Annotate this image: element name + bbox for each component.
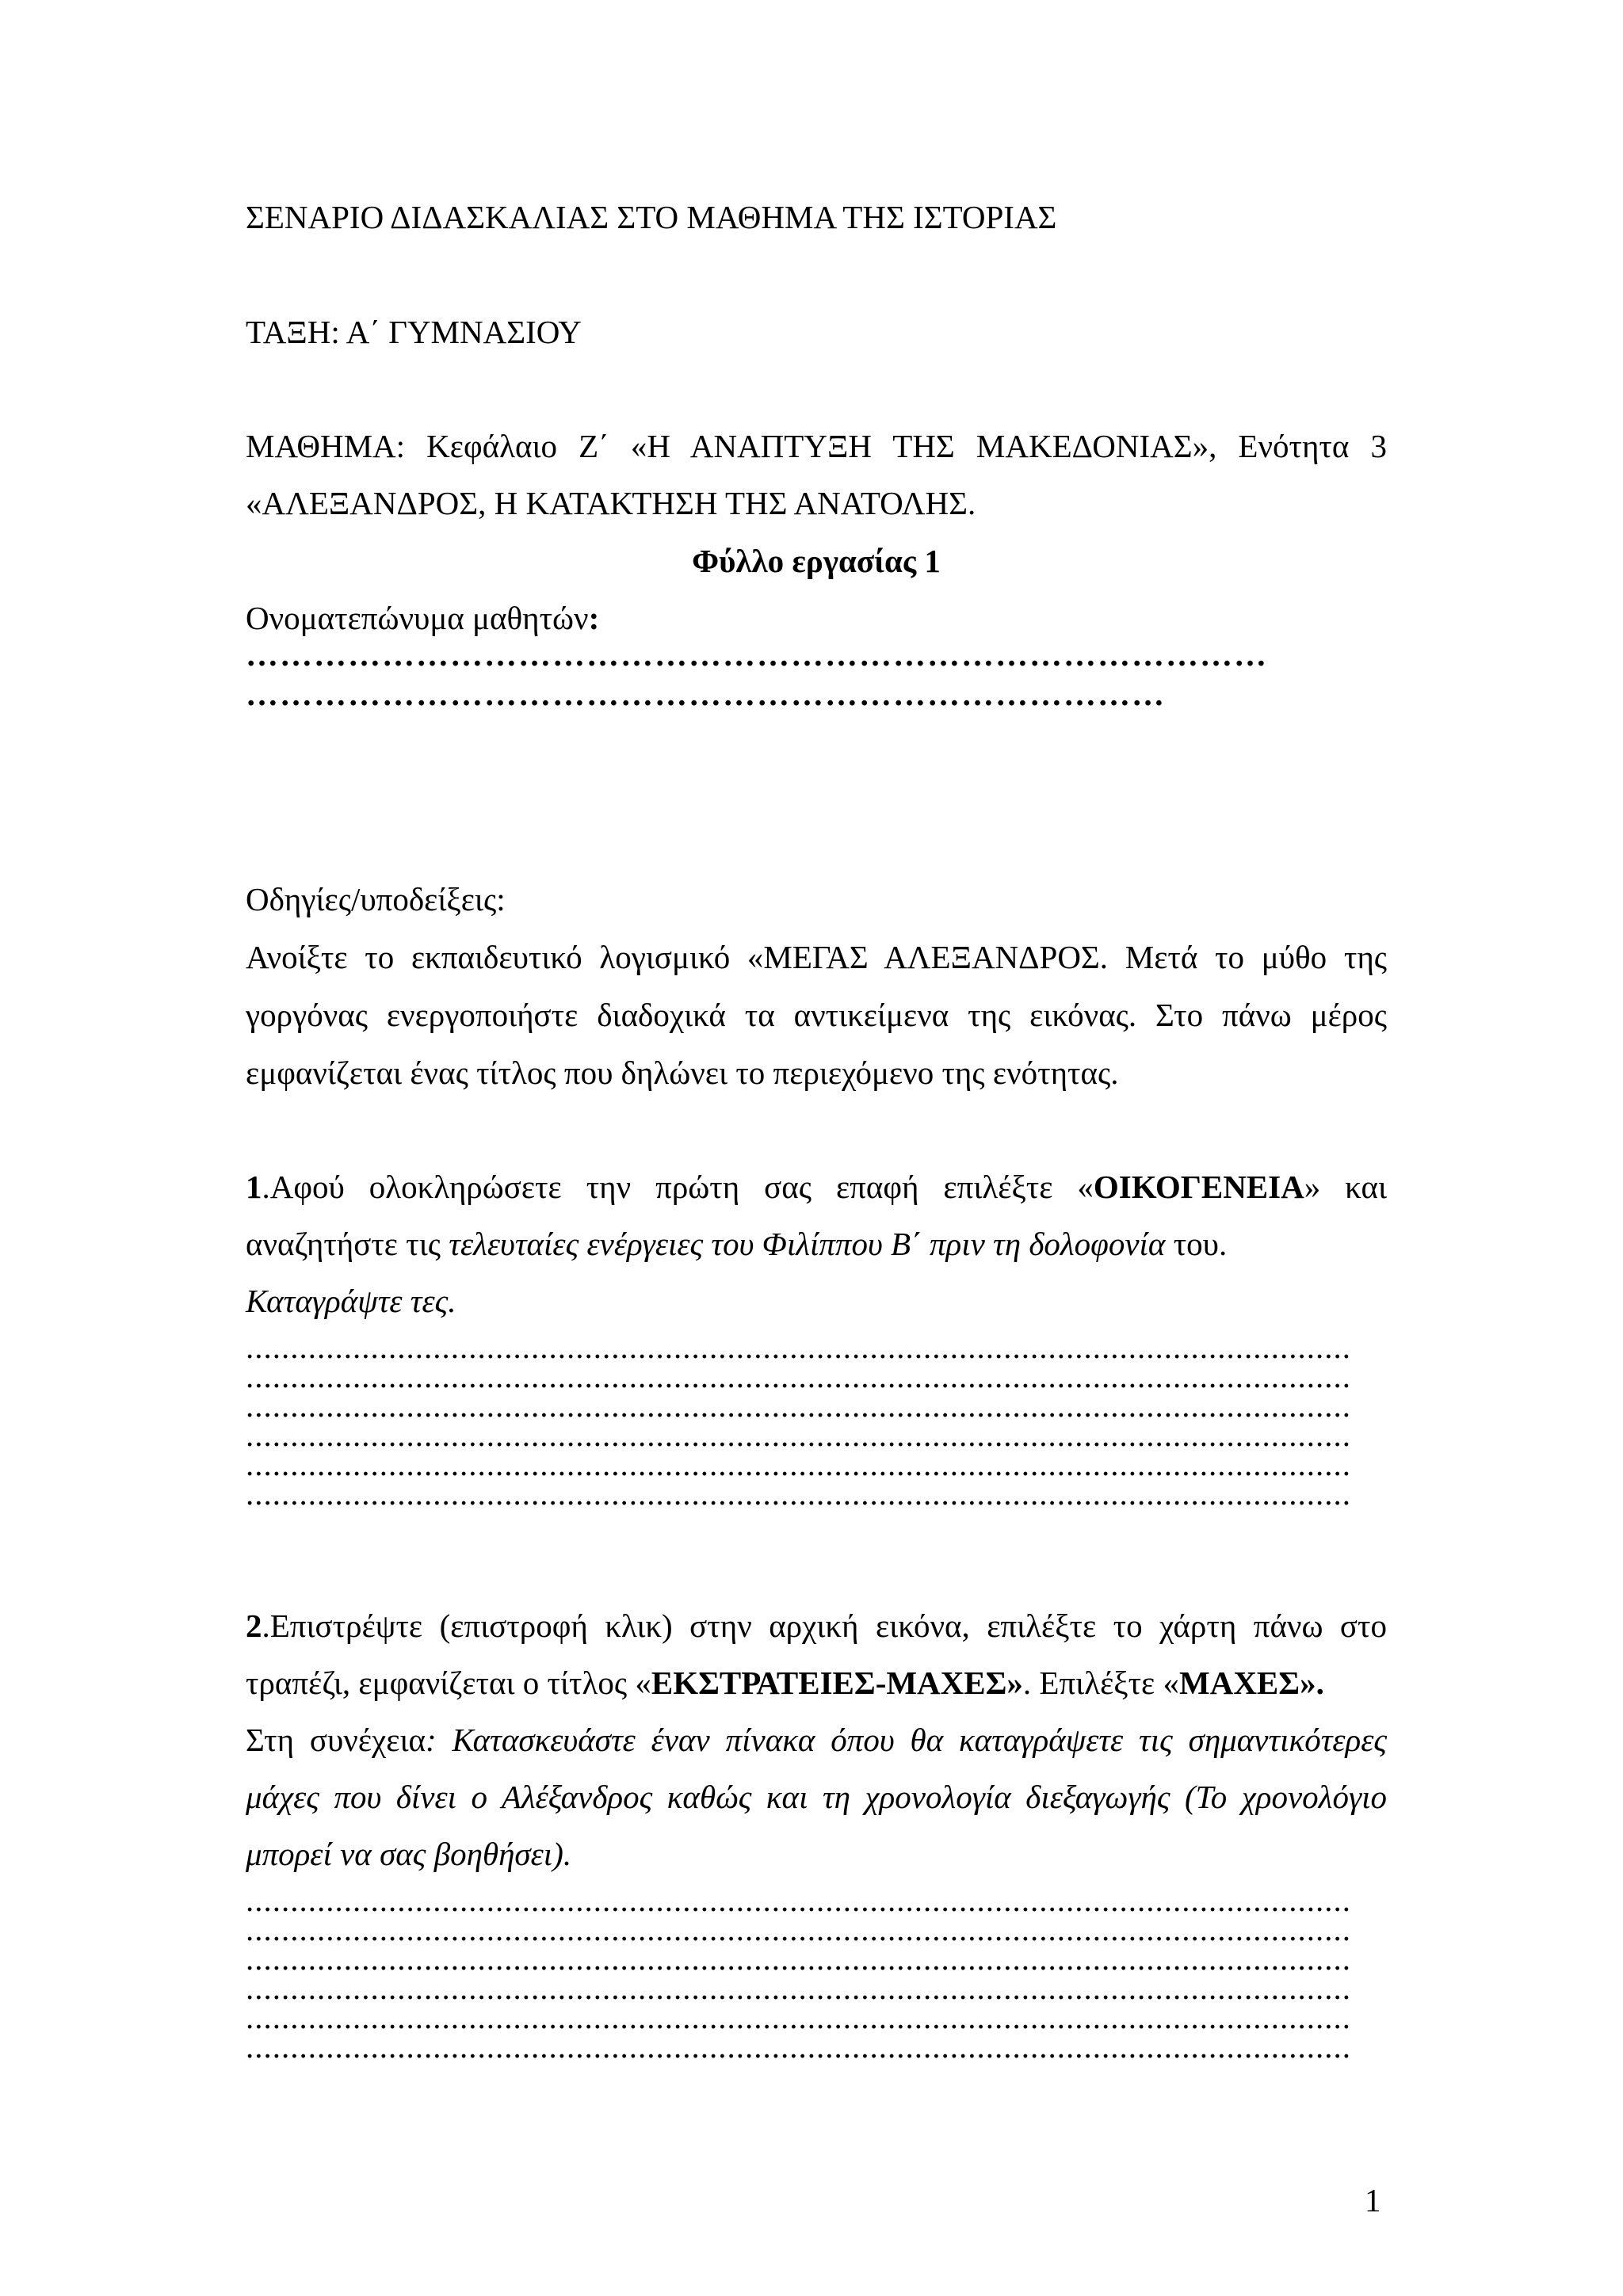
q1-l2-italic: τελευταίες ενέργειες του Φιλίππου Β΄ πριν τη δολοφονία [449, 1226, 1166, 1262]
q1-line-3: Καταγράψτε τες. [246, 1283, 456, 1319]
q1-answer-line-5: ............................................................................................................................ [246, 1448, 1351, 1481]
q1-line-1 [246, 1171, 1387, 1203]
q1-l2-text: αναζητήστε τις [246, 1226, 449, 1262]
q2-line-1 [246, 1610, 1387, 1642]
q1-answer-line-1: ............................................................................................................................ [246, 1331, 1351, 1363]
q2-l1-text: .Επιστρέψτε (επιστροφή κλικ) στην αρχική εικόνα, επιλέξτε το χάρτη πάνω στο [262, 1608, 1387, 1644]
class-line: ΤΑΞΗ: Α΄ ΓΥΜΝΑΣΙΟΥ [246, 314, 582, 350]
instructions-line-1: Ανοίξτε το εκπαιδευτικό λογισμικό «ΜΕΓΑΣ ΑΛΕΞΑΝΔΡΟΣ. Μετά το μύθο της [246, 939, 1387, 975]
q2-answer-line-1: ............................................................................................................................ [246, 1884, 1351, 1917]
q2-number: 2 [246, 1608, 262, 1644]
q2-line-3 [246, 1724, 1387, 1756]
q2-line-2 [246, 1667, 1324, 1699]
q2-l3-text: Στη συνέχεια [246, 1722, 426, 1758]
q2-answer-line-2: ............................................................................................................................ [246, 1913, 1351, 1946]
q2-answer-line-4: ............................................................................................................................ [246, 1972, 1351, 2004]
q1-l1-end: » και [1304, 1169, 1387, 1205]
q1-l2-end: του. [1165, 1226, 1228, 1262]
q2-answer-line-3: ............................................................................................................................ [246, 1943, 1351, 1975]
document-title: ΣΕΝΑΡΙΟ ΔΙΔΑΣΚΑΛΙΑΣ ΣΤΟ ΜΑΘΗΜΑ ΤΗΣ ΙΣΤΟΡΙΑΣ [246, 199, 1057, 235]
q1-answer-line-3: ............................................................................................................................ [246, 1390, 1351, 1422]
q1-l1-bold: ΟΙΚΟΓΕΝΕΙΑ [1093, 1169, 1304, 1205]
q2-l3-italic: : Κατασκευάστε έναν πίνακα όπου θα καταγράψετε τις σημαντικότερες [425, 1722, 1388, 1758]
students-label [246, 602, 599, 635]
page-number: 1 [1365, 2182, 1381, 2218]
lesson-line-2: «ΑΛΕΞΑΝΔΡΟΣ, Η ΚΑΤΑΚΤΗΣΗ ΤΗΣ ΑΝΑΤΟΛΗΣ. [246, 485, 976, 521]
q1-answer-line-6: ............................................................................................................................ [246, 1478, 1351, 1510]
worksheet-title: Φύλλο εργασίας 1 [692, 543, 941, 579]
q2-l2-text: τραπέζι, εμφανίζεται ο τίτλος « [246, 1665, 651, 1701]
q2-l2-bold-2: ΜΑΧΕΣ». [1179, 1665, 1324, 1701]
q2-line-4: μάχες που δίνει ο Αλέξανδρος καθώς και τη χρονολογία διεξαγωγής (Το χρονολόγιο [246, 1779, 1387, 1815]
q1-answer-line-4: ............................................................................................................................ [246, 1419, 1351, 1451]
q1-answer-line-2: ............................................................................................................................ [246, 1360, 1351, 1393]
students-label-text: Ονοματεπώνυμα μαθητών [246, 600, 589, 636]
q1-line-2 [246, 1228, 1227, 1261]
q2-answer-line-6: ............................................................................................................................ [246, 2031, 1351, 2063]
students-dots-1: ……………………………………………………………………………… [246, 639, 1268, 671]
instructions-line-3: εμφανίζεται ένας τίτλος που δηλώνει το περιεχόμενο της ενότητας. [246, 1055, 1119, 1091]
lesson-line-1: ΜΑΘΗΜΑ: Κεφάλαιο Ζ΄ «Η ΑΝΑΠΤΥΞΗ ΤΗΣ ΜΑΚΕΔΟΝΙΑΣ», Ενότητα 3 [246, 428, 1387, 464]
q1-l1-text: .Αφού ολοκληρώσετε την πρώτη σας επαφή επιλέξτε « [262, 1169, 1094, 1205]
q2-l2-mid: . Επιλέξτε « [1022, 1665, 1180, 1701]
q2-line-5: μπορεί να σας βοηθήσει). [246, 1836, 572, 1872]
q1-number: 1 [246, 1169, 262, 1205]
q2-l2-bold-1: ΕΚΣΤΡΑΤΕΙΕΣ-ΜΑΧΕΣ» [651, 1665, 1023, 1701]
students-dots-2: ……………………………………………………………………… [246, 678, 1166, 711]
q2-answer-line-5: ............................................................................................................................ [246, 2001, 1351, 2034]
instructions-heading: Οδηγίες/υποδείξεις: [246, 881, 506, 917]
instructions-line-2: γοργόνας ενεργοποιήστε διαδοχικά τα αντικείμενα της εικόνας. Στο πάνω μέρος [246, 997, 1387, 1033]
students-label-colon: : [588, 600, 600, 636]
